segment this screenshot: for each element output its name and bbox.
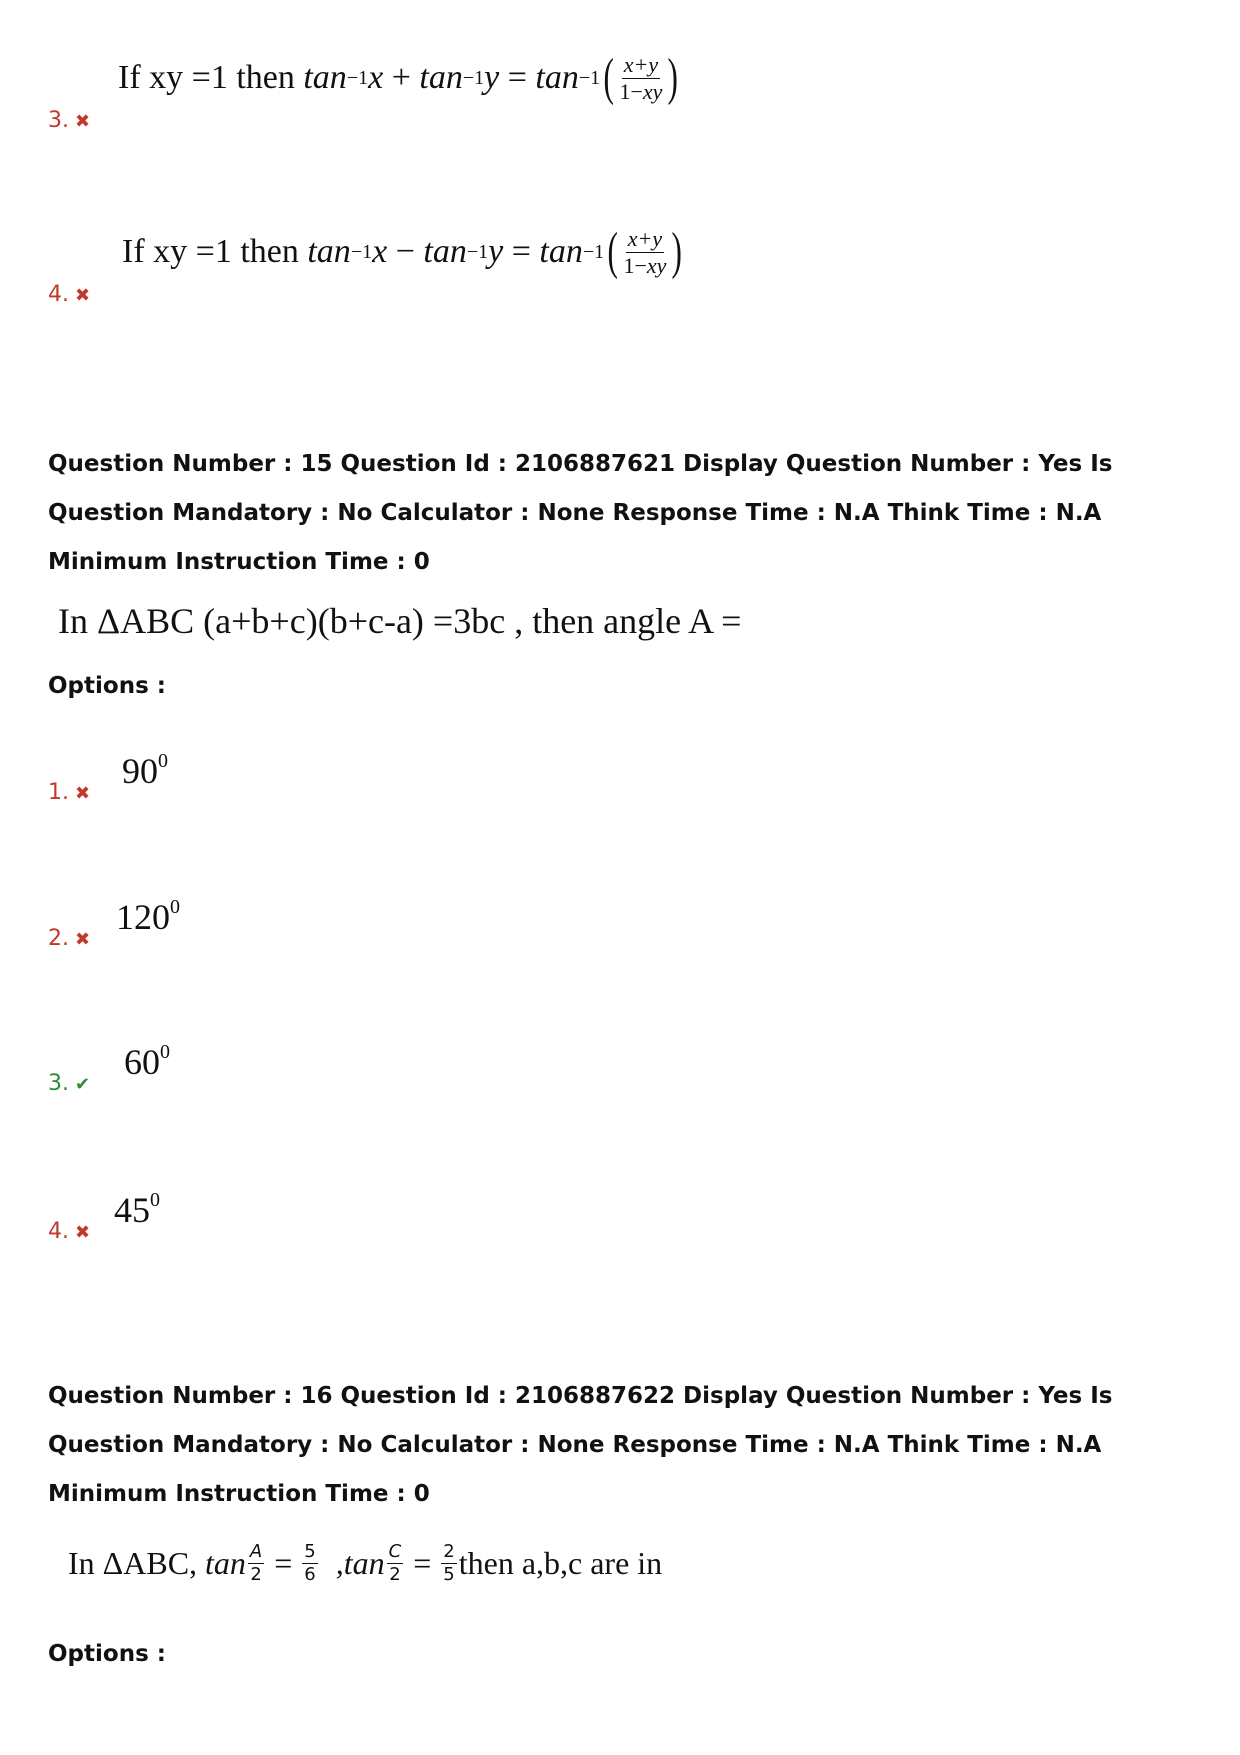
q15-option-4[interactable]: 4. ✖ bbox=[48, 1219, 91, 1244]
q15-option-3-value: $60^0$ bbox=[124, 1041, 170, 1082]
q14-option-4-number: 4. ✖ bbox=[48, 282, 91, 307]
cross-icon: ✖ bbox=[75, 783, 91, 804]
q15-option-2-value: $120^0$ bbox=[116, 896, 180, 937]
check-icon: ✔ bbox=[75, 1074, 91, 1095]
q15-question: In ΔABC (a+b+c)(b+c-a) =3bc , then angle A = bbox=[58, 601, 742, 641]
q15-options-label: Options : bbox=[48, 673, 166, 699]
cross-icon: ✖ bbox=[75, 111, 91, 132]
q16-meta: Question Number : 16 Question Id : 2106887622 Display Question Number : Yes Is Question Mandatory : No Calculator : None Response Time : N.A Think Time : N.A Minimum Instruction Time : 0 bbox=[48, 1383, 1113, 1507]
q16-options-label: Options : bbox=[48, 1641, 166, 1667]
cross-icon: ✖ bbox=[75, 1222, 91, 1243]
q15-option-1-value: $90^0$ bbox=[122, 750, 168, 791]
q14-option-3-formula: If xy =1 then tan −1 x + tan −1 y = tan −1 ( $\frac{x+y}{1-xy}$ ) bbox=[118, 49, 679, 106]
q15-option-4-value: $45^0$ bbox=[114, 1189, 160, 1230]
cross-icon: ✖ bbox=[75, 929, 91, 950]
cross-icon: ✖ bbox=[75, 285, 91, 306]
q16-question: In ΔABC, tan $\frac{A}{2}$ = $\frac{5}{6}$ ,tan $\frac{C}{2}$ = $\frac{2}{5}$ then a,b,c are in bbox=[68, 1541, 663, 1585]
q15-meta: Question Number : 15 Question Id : 2106887621 Display Question Number : Yes Is Question Mandatory : No Calculator : None Response Time : N.A Think Time : N.A Minimum Instruction Time : 0 bbox=[48, 451, 1113, 575]
q14-option-3-number: 3. ✖ bbox=[48, 108, 91, 133]
q14-option-4-formula: If xy =1 then tan −1 x − tan −1 y = tan −1 ( $\frac{x+y}{1-xy}$ ) bbox=[122, 223, 683, 280]
q15-option-3[interactable]: 3. ✔ bbox=[48, 1071, 91, 1096]
q15-option-1[interactable]: 1. ✖ bbox=[48, 780, 91, 805]
q15-option-2[interactable]: 2. ✖ bbox=[48, 926, 91, 951]
